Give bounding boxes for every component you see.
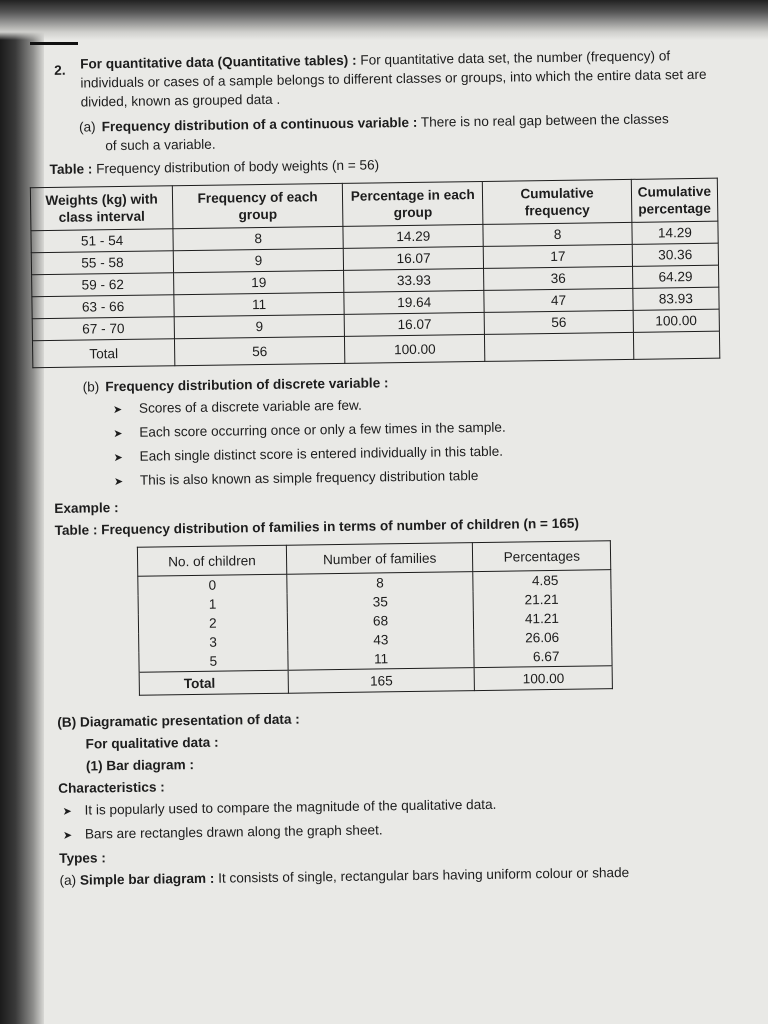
table-cell: 19 — [174, 270, 344, 294]
table-cell: 68 — [287, 610, 474, 632]
table-cell: 33.93 — [344, 268, 485, 292]
type-a-title: Simple bar diagram : — [79, 870, 215, 888]
table-2-caption-text: Table : Frequency distribution of families in terms of number of children (n = 165) — [54, 515, 580, 538]
table-cell: 35 — [287, 591, 474, 613]
subsection-a-text: There is no real gap between the classes — [417, 111, 669, 130]
qualitative-heading-text: For qualitative data : — [85, 734, 219, 752]
arrow-bullet-icon: ➤ — [113, 451, 123, 465]
document-page — [45, 46, 740, 890]
table-cell: 17 — [484, 244, 633, 268]
section-2-paragraph — [48, 46, 729, 112]
table-header-cell: Percentages — [473, 541, 611, 572]
table-cell: 16.07 — [343, 246, 484, 270]
types-heading-text: Types : — [59, 850, 106, 866]
table-cell: 83.93 — [633, 287, 720, 310]
table-cell: 67 - 70 — [32, 317, 174, 341]
table-cell: 2 — [138, 613, 287, 634]
arrow-bullet-icon: ➤ — [112, 403, 123, 417]
table-cell: 43 — [287, 629, 474, 651]
body-weights-table — [30, 178, 720, 369]
table-header-cell: Percentage in each group — [342, 181, 483, 226]
subsection-a — [79, 108, 729, 155]
table-header-cell: Cumulative percentage — [631, 178, 718, 222]
table-1-caption-label: Table : — [49, 161, 93, 177]
table-cell: 8 — [173, 226, 343, 250]
arrow-bullet-icon: ➤ — [113, 427, 123, 441]
list-item-text: Scores of a discrete variable are few. — [138, 397, 362, 416]
table-cell: 21.21 — [474, 589, 612, 610]
type-a-text: It consists of single, rectangular bars having uniform colour or shade — [214, 864, 630, 886]
table-cell — [633, 331, 720, 359]
table-cell: 26.06 — [474, 627, 612, 648]
table-cell: 6.67 — [474, 646, 612, 667]
arrow-bullet-icon: ➤ — [113, 475, 124, 489]
table-cell: 30.36 — [632, 243, 719, 266]
table-header-cell: Weights (kg) with class interval — [30, 186, 173, 231]
table-cell — [485, 332, 634, 361]
table-cell: 59 - 62 — [32, 273, 174, 297]
table-cell: 55 - 58 — [31, 251, 173, 275]
table-header-cell: Frequency of each group — [172, 183, 343, 228]
list-item-text: Bars are rectangles drawn along the graph sheet. — [84, 822, 383, 842]
table-cell: 16.07 — [344, 312, 485, 336]
table-cell: 8 — [483, 222, 632, 246]
table-cell: 56 — [485, 310, 634, 334]
table-cell: Total — [32, 339, 174, 368]
subsection-b-title: Frequency distribution of discrete variable : — [105, 375, 389, 395]
table-cell: 1 — [138, 594, 287, 615]
table-cell: 63 - 66 — [32, 295, 174, 319]
table-cell: 8 — [287, 572, 474, 594]
table-cell: 100.00 — [475, 666, 613, 691]
table-cell: Total — [139, 670, 288, 695]
table-cell: 100.00 — [345, 334, 486, 363]
table-cell: 4.85 — [473, 570, 611, 591]
list-item-text: Each single distinct score is entered individually in this table. — [139, 443, 504, 464]
table-cell: 14.29 — [632, 221, 719, 244]
discrete-bullet-list — [113, 390, 734, 492]
arrow-bullet-icon: ➤ — [62, 805, 72, 818]
list-item-text: It is popularly used to compare the magnitude of the qualitative data. — [84, 796, 497, 818]
section-b-heading-text: (B) Diagramatic presentation of data : — [57, 711, 300, 730]
table-cell: 3 — [139, 632, 288, 653]
table-cell: 100.00 — [633, 309, 720, 332]
bar-diagram-heading-text: (1) Bar diagram : — [85, 757, 195, 774]
table-cell: 0 — [138, 574, 287, 596]
table-cell: 19.64 — [344, 290, 485, 314]
subsection-a-title: Frequency distribution of a continuous variable : — [101, 114, 418, 135]
table-header-cell: No. of children — [137, 545, 286, 576]
list-item-text: This is also known as simple frequency distribution table — [139, 468, 479, 488]
table-1-caption-text: Frequency distribution of body weights (n = 56) — [92, 157, 380, 177]
page-corner-mark — [30, 42, 78, 45]
table-header-cell: Cumulative frequency — [483, 179, 632, 224]
children-families-table — [137, 540, 613, 696]
subsection-b-tag: (b) — [82, 379, 100, 395]
table-cell: 9 — [174, 314, 344, 338]
section-2-text: For quantitative data set, the number (frequency) of individuals or cases of a sample belongs to different classes or groups, into which the entire data set are divided, known as grouped data . — [80, 48, 707, 110]
top-edge-shadow — [0, 0, 768, 40]
table-cell: 11 — [174, 292, 344, 316]
table-cell: 51 - 54 — [31, 229, 173, 253]
characteristics-heading-text: Characteristics : — [58, 779, 165, 796]
table-cell: 36 — [484, 266, 633, 290]
list-item-text: Each score occurring once or only a few times in the sample. — [139, 419, 506, 440]
table-cell: 47 — [484, 288, 633, 312]
example-label-text: Example : — [54, 500, 119, 516]
section-number: 2. — [54, 62, 66, 78]
table-cell: 5 — [139, 651, 288, 673]
section-2-lead: For quantitative data (Quantitative tables) : — [80, 52, 357, 72]
table-cell: 11 — [288, 648, 475, 670]
subsection-a-tag: (a) — [78, 119, 96, 135]
type-a-tag: (a) — [59, 872, 77, 888]
table-cell: 165 — [288, 668, 475, 694]
table-cell: 64.29 — [632, 265, 719, 288]
table-cell: 56 — [175, 336, 345, 365]
book-spine-shadow — [0, 0, 44, 1024]
table-1-caption — [49, 150, 729, 178]
list-item — [114, 462, 734, 492]
table-cell: 41.21 — [474, 608, 612, 629]
table-cell: 9 — [173, 248, 343, 272]
arrow-bullet-icon: ➤ — [62, 829, 73, 842]
table-header-cell: Number of families — [286, 543, 473, 575]
subsection-a-continuation: of such a variable. — [105, 136, 216, 154]
table-cell: 14.29 — [343, 224, 484, 248]
